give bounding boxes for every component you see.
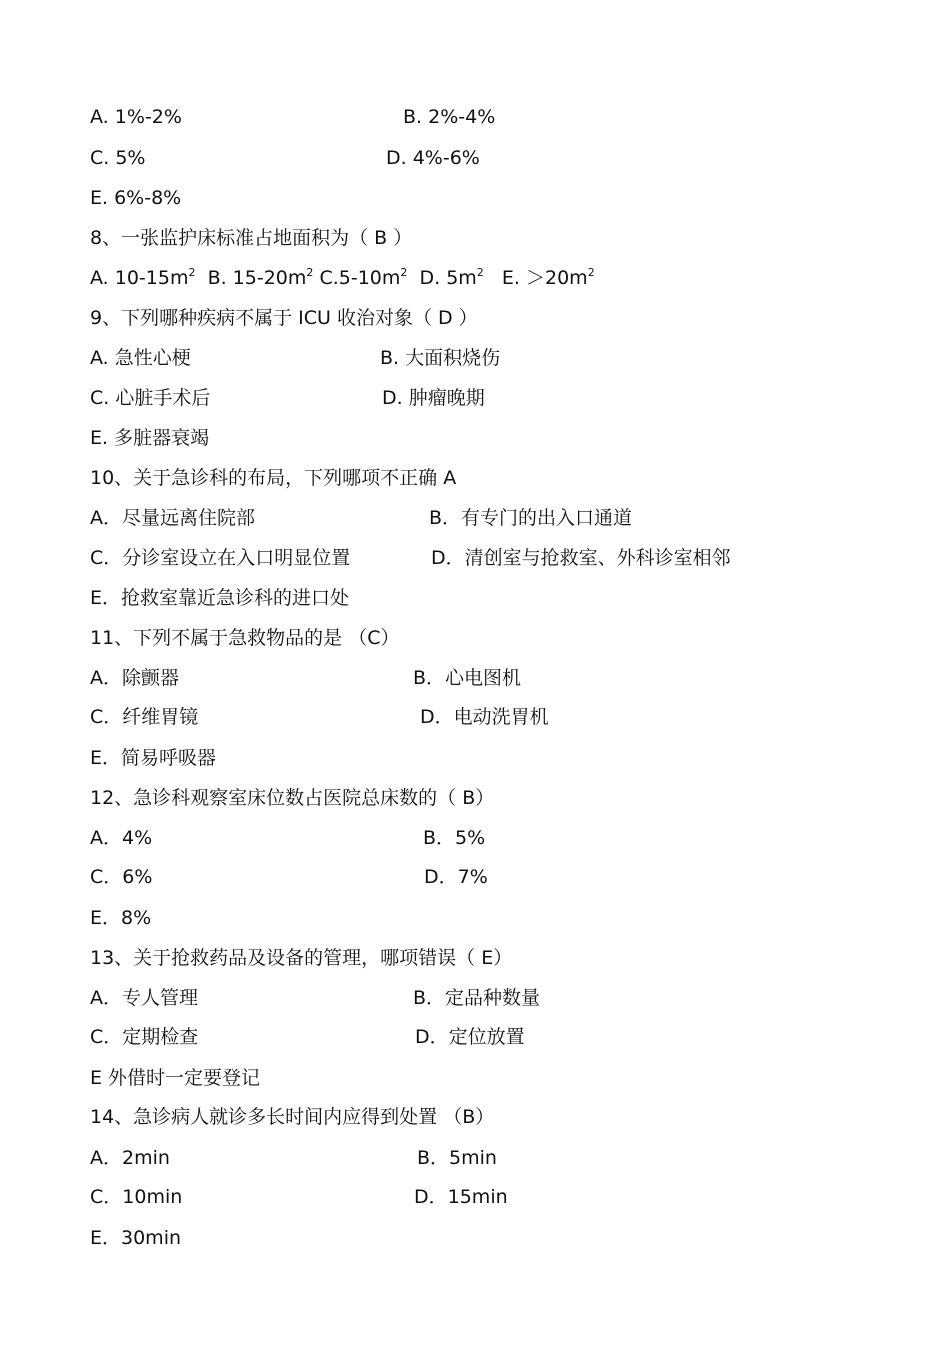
q12-option-c: C．6% bbox=[90, 866, 153, 888]
q10-option-d: D．清创室与抢救室、外科诊室相邻 bbox=[431, 547, 731, 569]
q8-option-b-sup: 2 bbox=[306, 266, 314, 279]
q11-option-b: B．心电图机 bbox=[413, 667, 522, 689]
q8-option-b: B. 15-20m bbox=[207, 267, 307, 289]
q13-option-a: A．专人管理 bbox=[90, 987, 198, 1009]
q11-option-e: E．简易呼吸器 bbox=[90, 747, 217, 769]
q14-option-b: B．5min bbox=[417, 1147, 497, 1169]
q7-option-d: D. 4%-6% bbox=[386, 147, 480, 169]
q7-option-a: A. 1%-2% bbox=[90, 106, 182, 128]
q10-option-e: E．抢救室靠近急诊科的进口处 bbox=[90, 587, 350, 609]
q9-option-b: B. 大面积烧伤 bbox=[380, 347, 501, 369]
q13-option-b: B．定品种数量 bbox=[413, 987, 541, 1009]
q12-option-b: B．5% bbox=[423, 827, 486, 849]
q9-option-d: D. 肿瘤晚期 bbox=[382, 387, 485, 409]
q8-option-d-sup: 2 bbox=[476, 266, 484, 279]
q12-option-d: D．7% bbox=[424, 866, 488, 888]
q9-option-c: C. 心脏手术后 bbox=[90, 387, 211, 409]
q13-option-d: D．定位放置 bbox=[415, 1026, 525, 1048]
q13-option-c: C．定期检查 bbox=[90, 1026, 199, 1048]
q11-option-c: C．纤维胃镜 bbox=[90, 706, 199, 728]
q8-options bbox=[90, 265, 595, 291]
q11-question: 11、下列不属于急救物品的是 （C） bbox=[90, 627, 400, 649]
q9-option-a: A. 急性心梗 bbox=[90, 347, 191, 369]
q10-option-a: A．尽量远离住院部 bbox=[90, 507, 255, 529]
q10-option-c: C．分诊室设立在入口明显位置 bbox=[90, 547, 351, 569]
q8-option-c: C.5-10m bbox=[319, 267, 401, 289]
q8-option-a: A. 10-15m bbox=[90, 267, 189, 289]
q9-option-e: E. 多脏器衰竭 bbox=[90, 427, 210, 449]
q8-option-e-sup: 2 bbox=[587, 266, 595, 279]
q14-option-c: C．10min bbox=[90, 1186, 183, 1208]
q8-option-d: D. 5m bbox=[419, 267, 477, 289]
q7-option-b: B. 2%-4% bbox=[403, 106, 496, 128]
q10-option-b: B．有专门的出入口通道 bbox=[429, 507, 633, 529]
q11-option-d: D．电动洗胃机 bbox=[420, 706, 549, 728]
q8-question: 8、一张监护床标准占地面积为（ B ） bbox=[90, 227, 413, 249]
q14-option-a: A．2min bbox=[90, 1147, 170, 1169]
q14-option-e: E．30min bbox=[90, 1227, 182, 1249]
q11-option-a: A．除颤器 bbox=[90, 667, 179, 689]
q7-option-e: E. 6%-8% bbox=[90, 187, 182, 209]
q13-option-e: E 外借时一定要登记 bbox=[90, 1067, 261, 1089]
q14-option-d: D．15min bbox=[414, 1186, 508, 1208]
q12-option-e: E．8% bbox=[90, 907, 152, 929]
q8-option-e: E. ＞20m bbox=[501, 267, 588, 289]
q12-option-a: A．4% bbox=[90, 827, 153, 849]
q13-question: 13、关于抢救药品及设备的管理，哪项错误（ E） bbox=[90, 947, 513, 969]
q8-option-a-sup: 2 bbox=[188, 266, 196, 279]
q7-option-c: C. 5% bbox=[90, 147, 146, 169]
q14-question: 14、急诊病人就诊多长时间内应得到处置 （B） bbox=[90, 1106, 495, 1128]
q8-option-c-sup: 2 bbox=[400, 266, 408, 279]
q10-question: 10、关于急诊科的布局，下列哪项不正确 A bbox=[90, 467, 457, 489]
q9-question: 9、下列哪种疾病不属于 ICU 收治对象（ D ） bbox=[90, 307, 478, 329]
q12-question: 12、急诊科观察室床位数占医院总床数的（ B） bbox=[90, 787, 495, 809]
